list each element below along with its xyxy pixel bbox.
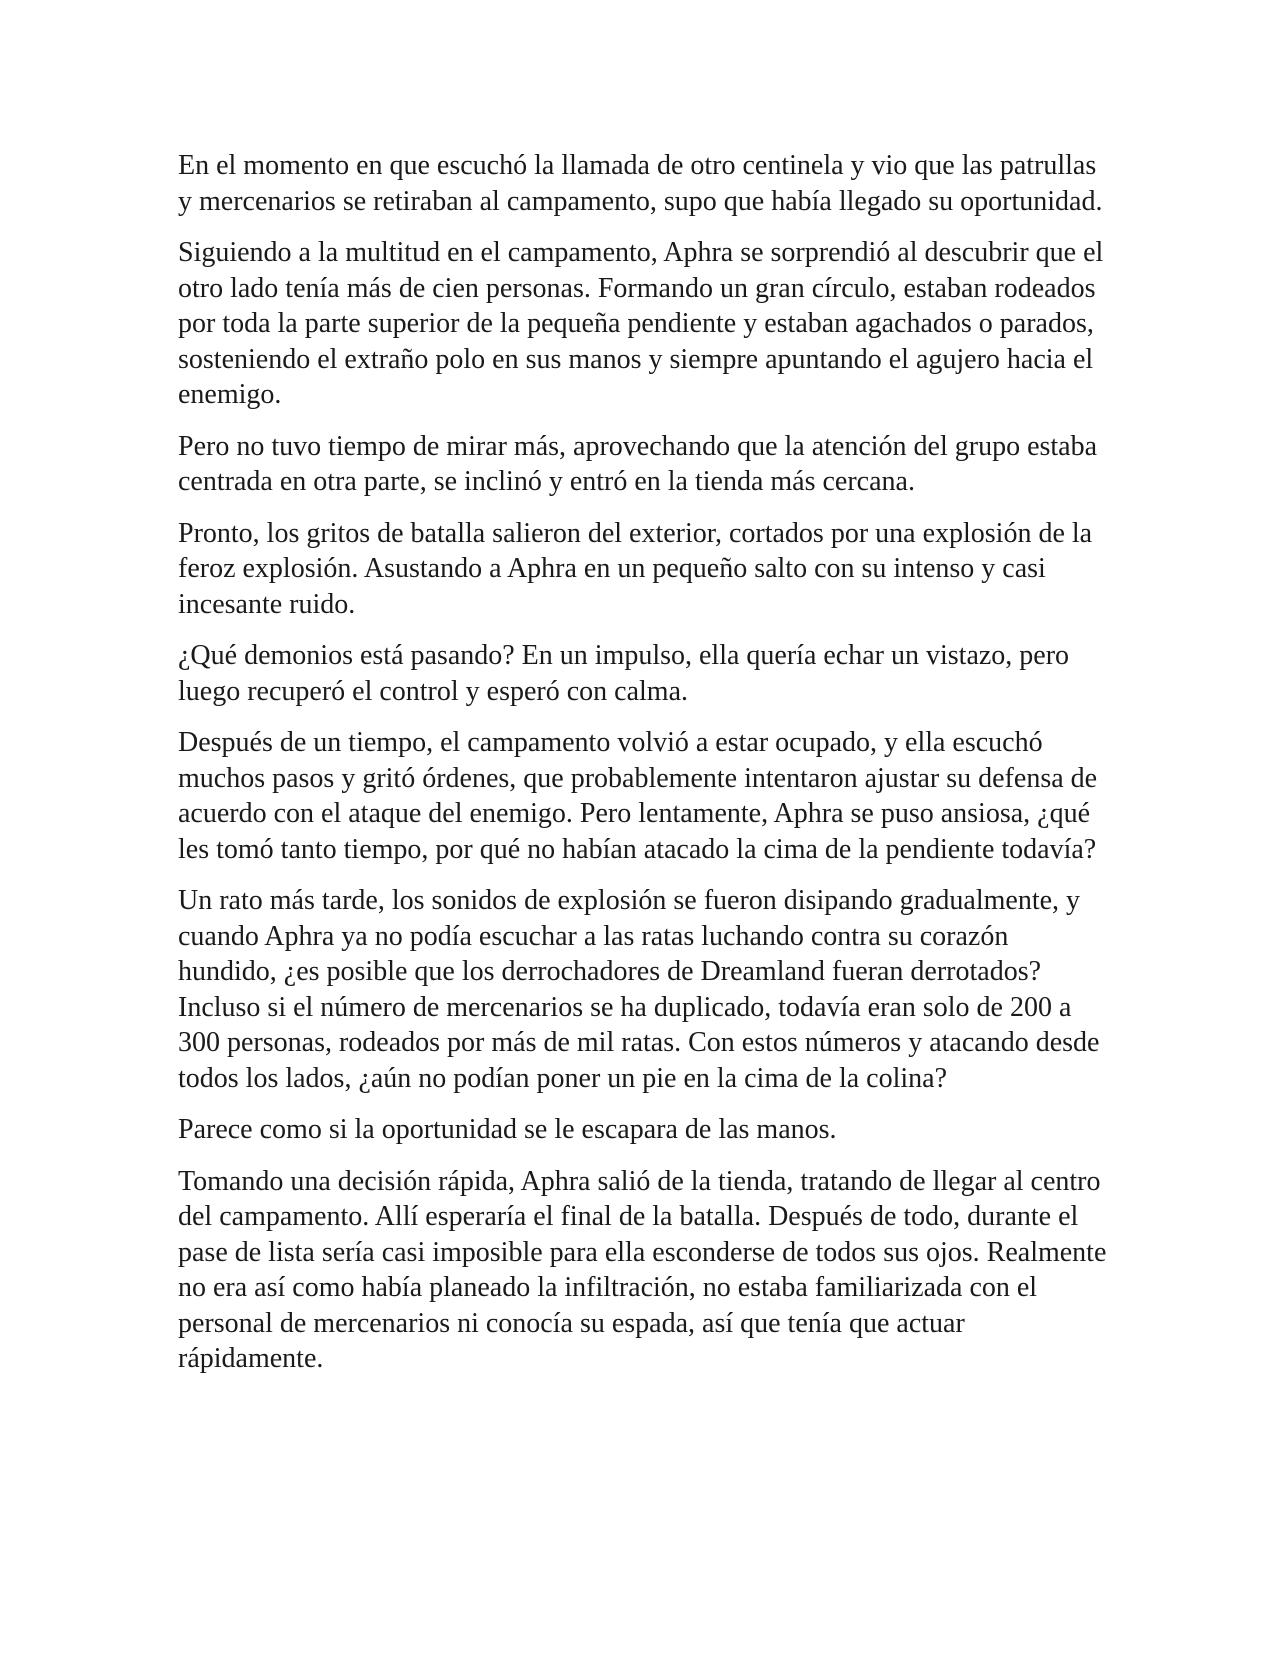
paragraph: Siguiendo a la multitud en el campamento, Aphra se sorprendió al descubrir que el otro lado tenía más de cien personas. Formando un gran círculo, estaban rodeados por toda la parte superior de la pequeña pendiente y estaban agachados o parados, sosteniendo el extraño polo en sus manos y siempre apuntando el agujero hacia el enemigo. <box>178 237 1104 410</box>
paragraph: Un rato más tarde, los sonidos de explosión se fueron disipando gradualmente, y cuando Aphra ya no podía escuchar a las ratas luchando contra su corazón hundido, ¿es posible que los derrochadores de Dreamland fueran derrotados? Incluso si el número de mercenarios se ha duplicado, todavía eran solo de 200 a 300 personas, rodeados por más de mil ratas. Con estos números y atacando desde todos los lados, ¿aún no podían poner un pie en la cima de la colina? <box>178 885 1100 1094</box>
paragraph: Pero no tuvo tiempo de mirar más, aprovechando que la atención del grupo estaba centrada en otra parte, se inclinó y entró en la tienda más cercana. <box>178 430 1098 497</box>
paragraph: Tomando una decisión rápida, Aphra salió de la tienda, tratando de llegar al centro del campamento. Allí esperaría el final de la batalla. Después de todo, durante el pase de lista sería casi imposible para ella esconderse de todos sus ojos. Realmente no era así como había planeado la infiltración, no estaba familiarizada con el personal de mercenarios ni conocía su espada, así que tenía que actuar rápidamente. <box>178 1165 1107 1374</box>
paragraph: Después de un tiempo, el campamento volvió a estar ocupado, y ella escuchó muchos pasos y gritó órdenes, que probablemente intentaron ajustar su defensa de acuerdo con el ataque del enemigo. Pero lentamente, Aphra se puso ansiosa, ¿qué les tomó tanto tiempo, por qué no habían atacado la cima de la pendiente todavía? <box>178 727 1098 865</box>
paragraph: ¿Qué demonios está pasando? En un impulso, ella quería echar un vistazo, pero luego recuperó el control y esperó con calma. <box>178 640 1070 707</box>
paragraph: Parece como si la oportunidad se le escapara de las manos. <box>178 1114 837 1145</box>
document-body <box>178 148 1108 1393</box>
paragraph: En el momento en que escuchó la llamada de otro centinela y vio que las patrullas y mercenarios se retiraban al campamento, supo que había llegado su oportunidad. <box>178 150 1103 217</box>
paragraph: Pronto, los gritos de batalla salieron del exterior, cortados por una explosión de la feroz explosión. Asustando a Aphra en un pequeño salto con su intenso y casi incesante ruido. <box>178 517 1093 620</box>
